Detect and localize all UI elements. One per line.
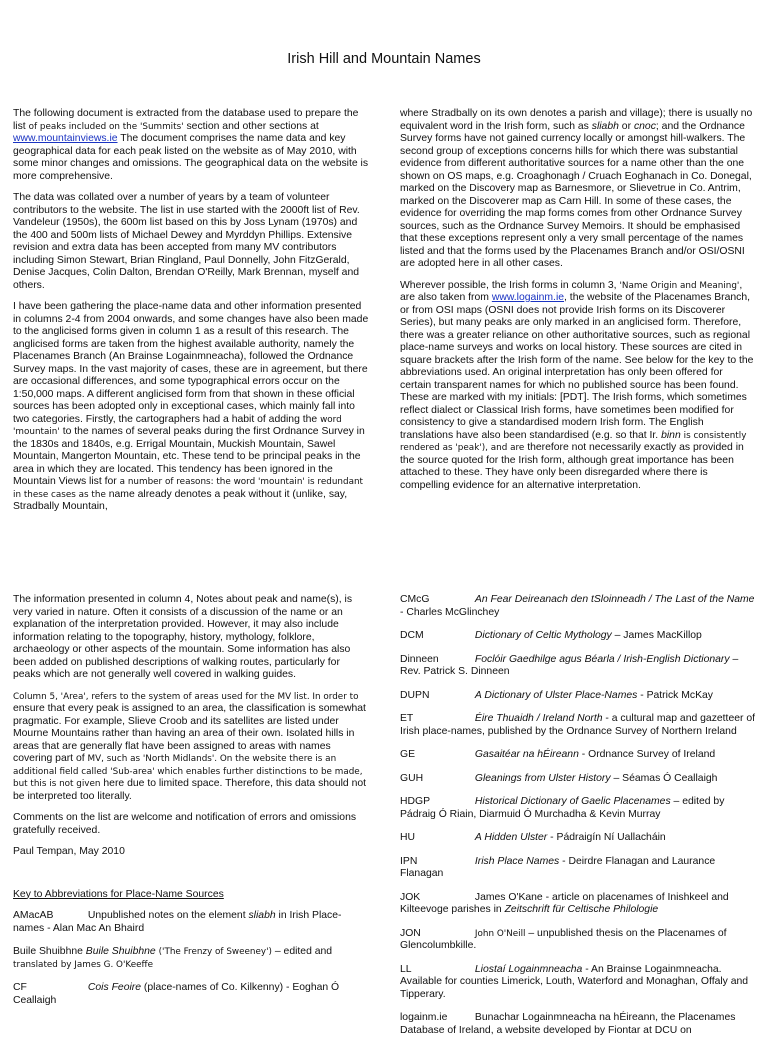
abbr-entry-ge: GE Gasaitéar na hÉireann - Ordnance Survey of Ireland bbox=[400, 749, 716, 760]
intro-column-right bbox=[400, 108, 756, 501]
abbr-entry-jon: JON John O'Neill – unpublished thesis on the Placenames of Glencolumbkille. bbox=[400, 927, 727, 951]
abbr-entry-cf: CF Cois Feoire (place-names of Co. Kilkenny) - Eoghan Ó Ceallaigh bbox=[13, 982, 340, 1006]
abbr-entry-jok: JOK James O'Kane - article on placenames of Inishkeel and Kilteevoge parishes in Zeitschrift für Celtische Philologie bbox=[400, 891, 729, 915]
signature: Paul Tempan, May 2010 bbox=[13, 846, 125, 857]
abbr-entry-logainm: logainm.ie Bunachar Logainmneacha na hÉireann, the Placenames Database of Ireland, a website developed by Fiontar at DCU on bbox=[400, 1012, 736, 1036]
abbr-entry-hdgp: HDGP Historical Dictionary of Gaelic Placenames – edited by Pádraig Ó Riain, Diarmuid Ó Murchadha & Kevin Murray bbox=[400, 796, 725, 820]
abbreviation-key-heading: Key to Abbreviations for Place-Name Sources bbox=[13, 888, 224, 900]
abbr-entry-dupn: DUPN A Dictionary of Ulster Place-Names - Patrick McKay bbox=[400, 689, 713, 701]
comments-paragraph: Comments on the list are welcome and notification of errors and omissions gratefully received. bbox=[13, 812, 357, 836]
notes-paragraph: The information presented in column 4, Notes about peak and name(s), is very varied in nature. Often it consists of a discussion of the name or an explanation of the interpretation provided. However, it may also include information relating to the topography, history, mythology, folklore, archaeology or other aspects of the mountain. Some information has also been added on published descriptions of walking routes, particularly for peaks which are not generally well covered in walking guides. bbox=[13, 594, 353, 680]
abbr-entry-hu: HU A Hidden Ulster - Pádraigín Ní Uallacháin bbox=[400, 832, 666, 843]
abbr-entry-ipn: IPN Irish Place Names - Deirdre Flanagan and Laurance Flanagan bbox=[400, 855, 716, 879]
intro-paragraph-1: The following document is extracted from the database used to prepare the list of peaks included on the 'Summits' section and other sections at www.mountainviews.ie The document comprises the name data and key geographical data for each peak listed on the website as of May 2010, with some minor changes and omissions. The geographical data on the website is more comprehensive. bbox=[13, 108, 369, 182]
intro-paragraph-3: I have been gathering the place-name data and other information presented in columns 2-4 from 2004 onwards, and some changes have also been made to the anglicised forms given in column 1 as a result of this research. The anglicised forms are taken from the highest available authority, namely the Placenames Branch (An Brainse Logainmneacha), followed the Ordnance Survey maps. In the vast majority of cases, these are in agreement, but there are occasional differences, and some typographical errors occur on the 1:50,000 maps. A different anglicised form from that shown in these official sources has been adopted only in exceptional cases, which mainly fall into two categories. Firstly, the cartographers had a habit of adding the word 'mountain' to the names of several peaks during the first Ordnance Survey in the 1830s and 1840s, e.g. Errigal Mountain, Muckish Mountain, Sawel Mountain, Mangerton Mountain, etc. These tend to be principal peaks in the area in which they are located. This tendency has been ignored in the Mountain Views list for a number of reasons: the word 'mountain' is redundant in these cases as the name already denotes a peak without it (unlike, say, Stradbally Mountain, bbox=[13, 301, 369, 512]
exceptions-paragraph: where Stradbally on its own denotes a parish and village); there is usually no equivalent word in the Irish form, such as sliabh or cnoc; and the Ordnance Survey forms have not gained currency locally or amongst hill-walkers. The second group of exceptions concerns hills for which there was substantial evidence from different authoritative sources for a name other than the one shown on OS maps, e.g. Croaghonagh / Cruach Eoghanach in Co. Donegal, marked on the Discovery map as Barnesmore, or Slievetrue in Co. Antrim, marked on the Discoverer map as Carn Hill. In some of these cases, the evidence for overriding the map forms comes from other Ordnance Survey sources, such as the Ordnance Survey Memoirs. It should be emphasised that these exceptions represent only a very small percentage of the names listed and that the forms used by the Placenames Branch and/or OSI/OSNI are adopted here in all other cases. bbox=[400, 108, 753, 269]
abbr-entry-cmcg: CMcG An Fear Deireanach den tSloinneadh / The Last of the Name - Charles McGlinchey bbox=[400, 594, 755, 618]
abbr-entry-amacab: AMacAB Unpublished notes on the element sliabh in Irish Place-names - Alan Mac An Bhaird bbox=[13, 910, 342, 934]
intro-paragraph-2: The data was collated over a number of years by a team of volunteer contributors to the website. The list in use started with the 2000ft list of Rev. Vandeleur (1950s), the 600m list based on this by Joss Lynam (1970s) and the 400 and 500m lists of Michael Dewey and Myrddyn Phillips. Extensive revision and extra data has been accepted from many MV contributors including Simon Stewart, Brian Ringland, Paul Donnelly, John FitzGerald, Denise Jacques, Colin Dalton, Brendan O'Reilly, Mark Brennan, myself and others. bbox=[13, 192, 360, 291]
abbreviations-column-right bbox=[400, 594, 756, 1048]
mountainviews-link[interactable]: www.mountainviews.ie bbox=[13, 133, 118, 144]
logainm-link[interactable]: www.logainm.ie bbox=[491, 292, 565, 303]
abbr-entry-dcm: DCM Dictionary of Celtic Mythology – James MacKillop bbox=[400, 630, 702, 641]
document-title: Irish Hill and Mountain Names bbox=[287, 51, 481, 67]
abbr-entry-et: ET Éire Thuaidh / Ireland North - a cultural map and gazetteer of Irish place-names, published by the Ordnance Survey of Northern Ireland bbox=[400, 713, 756, 737]
notes-column-left bbox=[13, 594, 369, 1018]
intro-column-left bbox=[13, 108, 369, 523]
irish-forms-paragraph: Wherever possible, the Irish forms in column 3, 'Name Origin and Meaning', are also taken from www.logainm.ie, the website of the Placenames Branch, or from OSI maps (OSNI does not provide Irish forms on its Discoverer Series), but many peaks are only marked in an anglicised form. Therefore, there was a greater reliance on other authoritative sources, such as regional place-name surveys and works on local history. These sources are cited in square brackets after the Irish form of the name. See below for the key to the abbreviations used. An original interpretation has only been offered for certain transparent names for which no published source has been found. These are marked with my initials: [PDT]. The Irish forms, which sometimes reflect dialect or Classical Irish forms, have sometimes been modified for consistency to give a standardised modern Irish form. The English translations have also been standardised (e.g. so that Ir. binn is consistently rendered as 'peak'), and are therefore not necessarily exactly as provided in the source quoted for the Irish form, although great importance has been attached to these. They have only been disregarded where there is compelling evidence for an alternative interpretation. bbox=[400, 279, 754, 491]
abbr-entry-buile-shuibhne: Buile Shuibhne Buile Shuibhne ('The Frenzy of Sweeney') – edited and translated by James G. O'Keeffe bbox=[13, 946, 333, 970]
abbr-entry-dinneen: Dinneen Foclóir Gaedhilge agus Béarla / Irish-English Dictionary – Rev. Patrick S. Dinneen bbox=[400, 653, 739, 677]
abbr-entry-guh: GUH Gleanings from Ulster History – Séamas Ó Ceallaigh bbox=[400, 772, 718, 784]
area-paragraph: Column 5, 'Area', refers to the system of areas used for the MV list. In order to ensure that every peak is assigned to an area, the classification is somewhat pragmatic. For example, Slieve Croob and its satellites are listed under Mourne Mountains rather than having an area of their own. Isolated hills in areas that are generally flat have been assigned to areas with names covering part of MV, such as 'North Midlands'. On the website there is an additional field called 'Sub-area' which enables further distinctions to be made, but this is not given here due to limited space. Therefore, this data should not be interpreted too literally. bbox=[13, 691, 367, 802]
abbr-entry-ll: LL Liostaí Logainmneacha - An Brainse Logainmneacha. Available for counties Limerick, Louth, Waterford and Monaghan, Offaly and Tipperary. bbox=[400, 963, 749, 1000]
